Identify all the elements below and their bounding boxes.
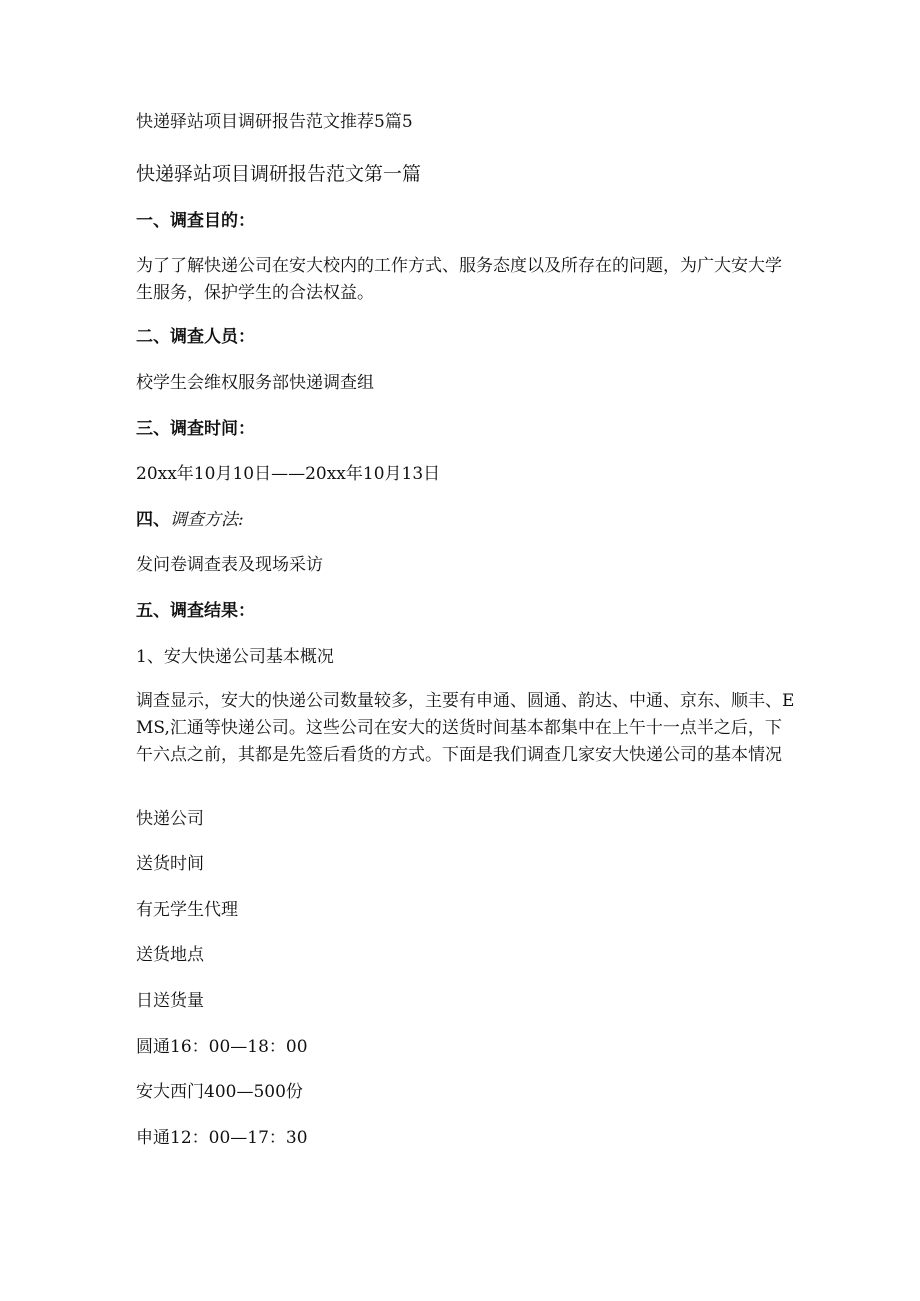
list-item: 快递公司 bbox=[136, 809, 204, 829]
list-item: 送货时间 bbox=[136, 854, 204, 874]
section-body-purpose: 为了了解快递公司在安大校内的工作方式、服务态度以及所存在的问题，为广大安大学生服务，保护学生的合法权益。 bbox=[136, 256, 782, 303]
list-item: 申通12：00—17：30 bbox=[136, 1128, 308, 1148]
section-heading-method bbox=[136, 508, 786, 532]
section-heading-purpose: 一、调查目的： bbox=[136, 211, 255, 231]
results-subheading: 1、安大快递公司基本概况 bbox=[136, 647, 334, 667]
list-item: 安大西门400—500份 bbox=[136, 1082, 303, 1102]
section-heading-results: 五、调查结果： bbox=[136, 601, 255, 621]
section-body-method: 发问卷调查表及现场采访 bbox=[136, 555, 323, 575]
list-item: 日送货量 bbox=[136, 991, 204, 1011]
section-heading-method-text: 调查方法: bbox=[170, 510, 244, 530]
section-heading-method-number: 四、 bbox=[136, 510, 170, 530]
results-body: 调查显示，安大的快递公司数量较多，主要有申通、圆通、韵达、中通、京东、顺丰、EMS,汇通等快递公司。这些公司在安大的送货时间基本都集中在上午十一点半之后，下午六点之前，其都是先签后看货的方式。下面是我们调查几家安大快递公司的基本情况 bbox=[136, 691, 795, 765]
section-body-personnel: 校学生会维权服务部快递调查组 bbox=[136, 373, 374, 393]
list-item: 送货地点 bbox=[136, 945, 204, 965]
document-title: 快递驿站项目调研报告范文推荐5篇5 bbox=[136, 112, 413, 132]
section-body-time: 20xx年10月10日——20xx年10月13日 bbox=[136, 464, 441, 484]
list-item: 有无学生代理 bbox=[136, 900, 238, 920]
section-heading-personnel: 二、调查人员： bbox=[136, 327, 255, 347]
document-subtitle: 快递驿站项目调研报告范文第一篇 bbox=[136, 163, 422, 185]
list-item: 圆通16：00—18：00 bbox=[136, 1037, 308, 1057]
section-heading-time: 三、调查时间： bbox=[136, 419, 255, 439]
